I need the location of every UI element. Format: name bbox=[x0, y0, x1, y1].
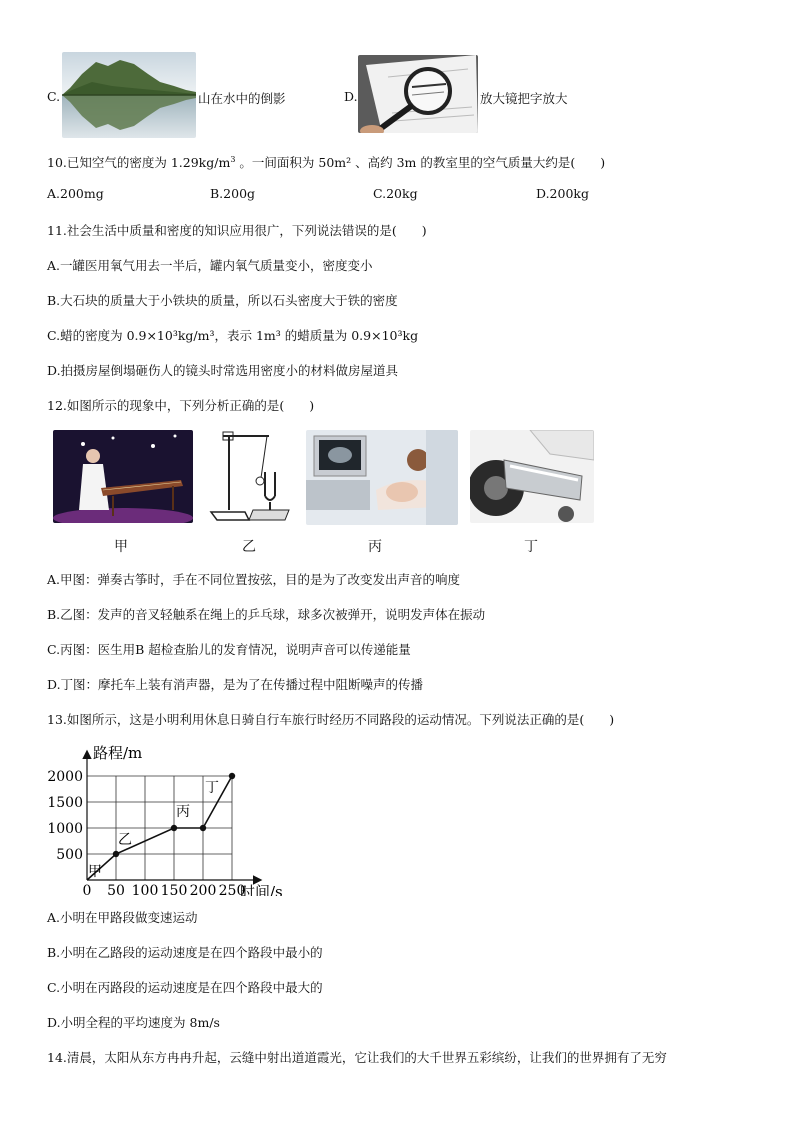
caption-jia: 甲 bbox=[114, 539, 128, 555]
x-tick-label: 0 bbox=[82, 883, 92, 896]
q12-option-d: D.丁图：摩托车上装有消声器，是为了在传播过程中阻断噪声的传播 bbox=[47, 677, 424, 692]
caption-yi: 乙 bbox=[242, 539, 256, 555]
q10-option-b: B.200g bbox=[210, 186, 256, 201]
segment-label: 丁 bbox=[205, 780, 219, 796]
q12-option-c: C.丙图：医生用B 超检查胎儿的发育情况，说明声音可以传递能量 bbox=[47, 642, 411, 657]
chart-axes bbox=[87, 752, 260, 880]
q10-stem bbox=[47, 153, 605, 171]
ultrasound-image bbox=[306, 430, 458, 525]
q13-option-c: C.小明在丙路段的运动速度是在四个路段中最大的 bbox=[47, 980, 323, 995]
x-tick-label: 250 bbox=[218, 883, 246, 896]
x-tick-label: 150 bbox=[160, 883, 188, 896]
q12-option-a: A.甲图：弹奏古筝时，手在不同位置按弦，目的是为了改变发出声音的响度 bbox=[47, 572, 461, 587]
caption-bing: 丙 bbox=[368, 539, 382, 555]
reflection-image bbox=[62, 52, 196, 138]
caption-ding: 丁 bbox=[524, 539, 538, 555]
q13-stem: 13.如图所示，这是小明利用休息日骑自行车旅行时经历不同路段的运动情况。下列说法正确的是( ) bbox=[47, 712, 615, 727]
q9-c-text: 山在水中的倒影 bbox=[198, 91, 286, 106]
q13-option-a: A.小明在甲路段做变速运动 bbox=[47, 910, 198, 925]
distance-time-chart bbox=[40, 740, 320, 896]
segment-label: 甲 bbox=[88, 864, 102, 880]
q10-option-a: A.200mg bbox=[47, 186, 104, 201]
q9-d-prefix: D. bbox=[344, 89, 358, 104]
q14-stem: 14.清晨，太阳从东方冉冉升起，云缝中射出道道霞光，它让我们的大千世界五彩缤纷，让我们的世界拥有了无穷 bbox=[47, 1050, 667, 1065]
q11-option-d: D.拍摄房屋倒塌砸伤人的镜头时常选用密度小的材料做房屋道具 bbox=[47, 363, 399, 378]
q10-stem-part-a: 10.已知空气的密度为 1.29kg/m bbox=[47, 155, 231, 170]
q12-stem: 12.如图所示的现象中，下列分析正确的是( ) bbox=[47, 398, 315, 413]
x-tick-label: 50 bbox=[107, 883, 125, 896]
q11-option-b: B.大石块的质量大于小铁块的质量，所以石头密度大于铁的密度 bbox=[47, 293, 398, 308]
data-point bbox=[113, 851, 119, 857]
y-tick-label: 2000 bbox=[47, 769, 83, 785]
q10-option-d: D.200kg bbox=[536, 186, 589, 201]
data-point bbox=[200, 825, 206, 831]
y-tick-label: 500 bbox=[56, 847, 83, 863]
x-tick-label: 200 bbox=[189, 883, 217, 896]
x-axis-label: 时间/s bbox=[240, 883, 283, 896]
segment-label: 乙 bbox=[118, 832, 132, 848]
chart-labels bbox=[88, 744, 283, 896]
q9-c-prefix: C. bbox=[47, 89, 61, 104]
motorcycle-muffler-image bbox=[470, 430, 594, 523]
q10-stem-part-b: 。一间面积为 50m² 、高约 3m 的教室里的空气质量大约是( ) bbox=[235, 155, 606, 170]
data-point bbox=[171, 825, 177, 831]
y-tick-label: 1000 bbox=[47, 821, 83, 837]
q10-option-c: C.20kg bbox=[373, 186, 418, 201]
tuning-fork-image bbox=[209, 428, 294, 525]
x-tick-label: 100 bbox=[131, 883, 159, 896]
q11-stem: 11.社会生活中质量和密度的知识应用很广，下列说法错误的是( ) bbox=[47, 223, 427, 238]
segment-label: 丙 bbox=[176, 804, 190, 820]
y-axis-label: 路程/m bbox=[93, 744, 143, 762]
q13-option-d: D.小明全程的平均速度为 8m/s bbox=[47, 1015, 220, 1030]
guzheng-image bbox=[53, 430, 193, 523]
q13-option-b: B.小明在乙路段的运动速度是在四个路段中最小的 bbox=[47, 945, 323, 960]
y-tick-label: 1500 bbox=[47, 795, 83, 811]
magnifier-image bbox=[358, 55, 478, 133]
chart-svg bbox=[40, 740, 320, 896]
q12-option-b: B.乙图：发声的音叉轻触系在绳上的乒乓球，球多次被弹开，说明发声体在振动 bbox=[47, 607, 486, 622]
q11-option-c: C.蜡的密度为 0.9×10³kg/m³，表示 1m³ 的蜡质量为 0.9×10³kg bbox=[47, 328, 419, 343]
q9-d-text: 放大镜把字放大 bbox=[480, 91, 568, 106]
data-point bbox=[229, 773, 235, 779]
q11-option-a: A.一罐医用氧气用去一半后，罐内氧气质量变小，密度变小 bbox=[47, 258, 373, 273]
q10-stem-sup: 3 bbox=[230, 154, 236, 164]
